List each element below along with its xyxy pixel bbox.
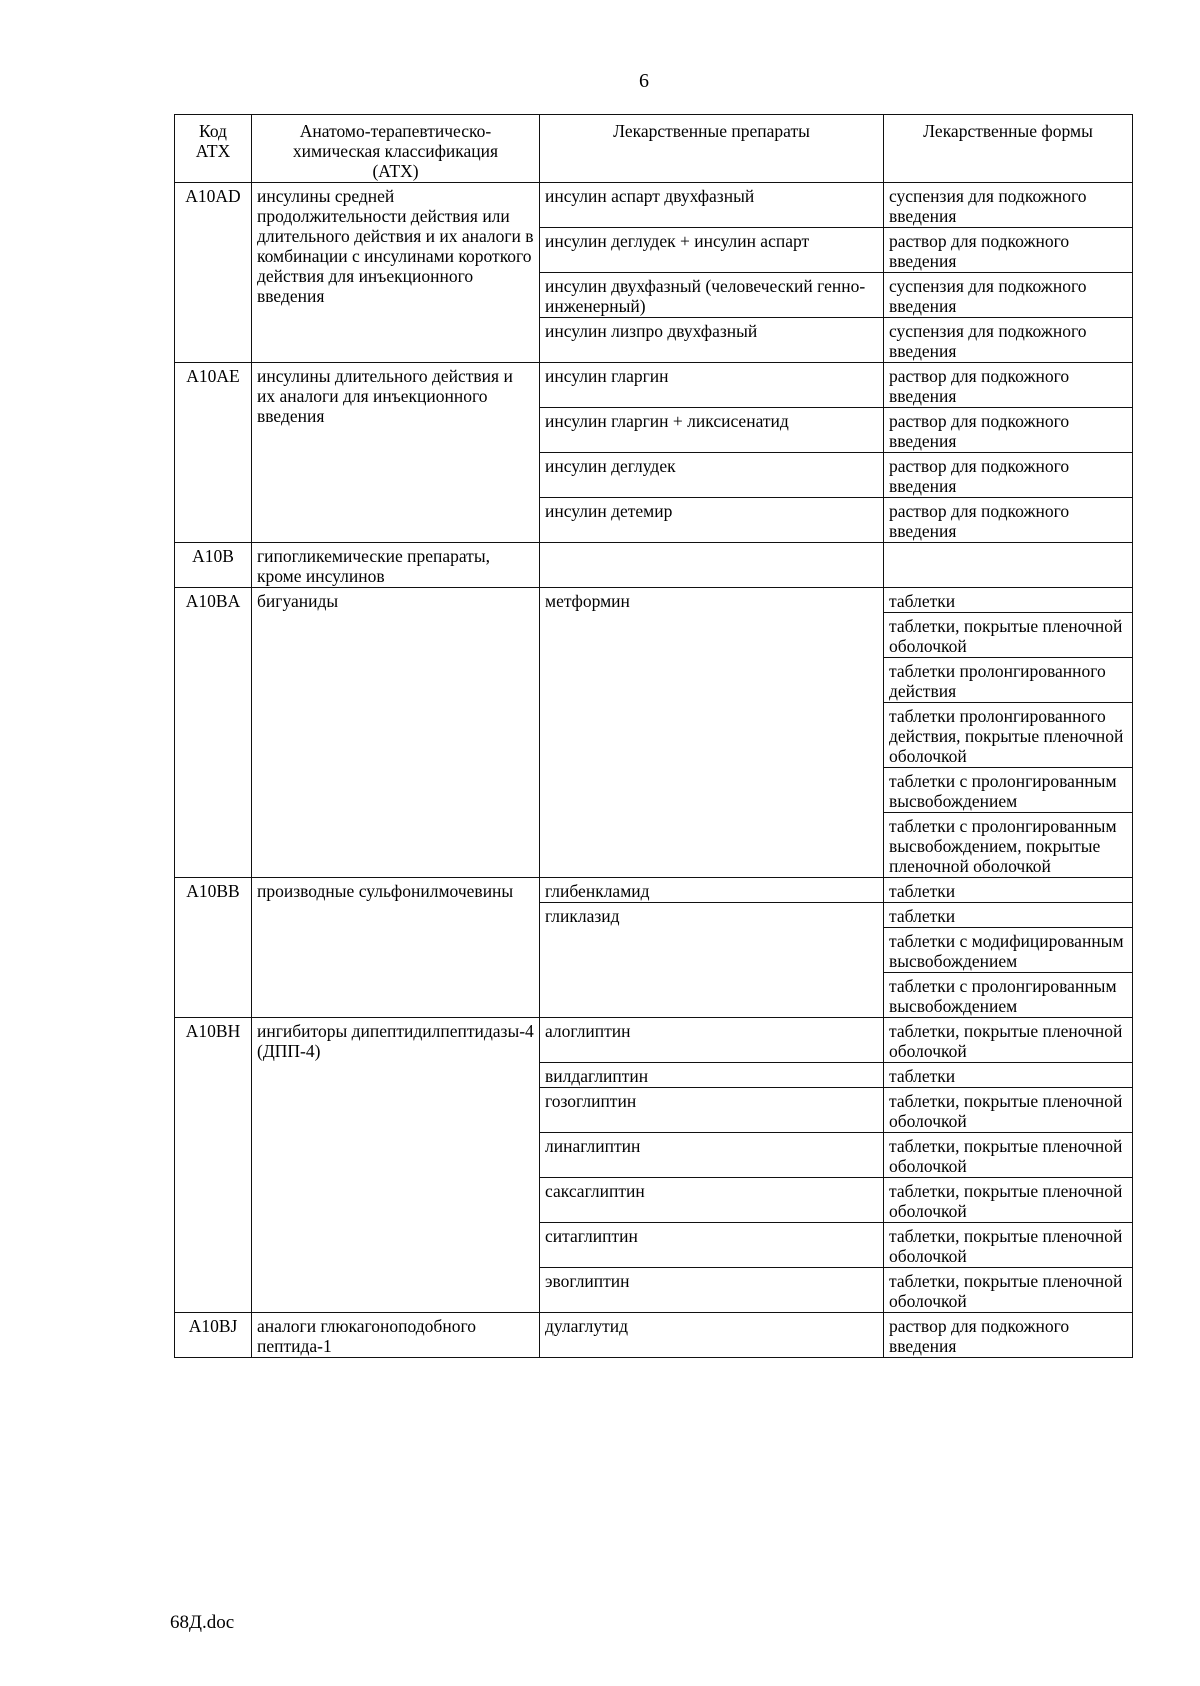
dosage-form-cell: таблетки пролонгированного действия — [884, 658, 1133, 703]
drug-cell: эвоглиптин — [540, 1268, 884, 1313]
dosage-form-cell: раствор для подкожного введения — [884, 498, 1133, 543]
drug-cell: гозоглиптин — [540, 1088, 884, 1133]
drug-cell: саксаглиптин — [540, 1178, 884, 1223]
drug-cell: вилдаглиптин — [540, 1063, 884, 1088]
classification-cell: производные сульфонилмочевины — [252, 878, 540, 1018]
dosage-form-cell: таблетки — [884, 878, 1133, 903]
drug-cell: инсулин деглудек + инсулин аспарт — [540, 228, 884, 273]
dosage-form-cell: таблетки с пролонгированным высвобождением, покрытые пленочной оболочкой — [884, 813, 1133, 878]
header-drugs: Лекарственные препараты — [540, 115, 884, 183]
drug-cell: инсулин лизпро двухфазный — [540, 318, 884, 363]
dosage-form-cell: суспензия для подкожного введения — [884, 273, 1133, 318]
atx-code-cell: A10AD — [175, 183, 252, 363]
drug-cell: инсулин гларгин + ликсисенатид — [540, 408, 884, 453]
dosage-form-cell: таблетки, покрытые пленочной оболочкой — [884, 1268, 1133, 1313]
dosage-form-cell: суспензия для подкожного введения — [884, 183, 1133, 228]
table-header-row — [175, 115, 1133, 183]
dosage-form-cell: таблетки, покрытые пленочной оболочкой — [884, 1088, 1133, 1133]
dosage-form-cell: раствор для подкожного введения — [884, 228, 1133, 273]
atx-code-cell: A10BJ — [175, 1313, 252, 1358]
dosage-form-cell: раствор для подкожного введения — [884, 1313, 1133, 1358]
atx-code-cell: A10BH — [175, 1018, 252, 1313]
header-classification: Анатомо-терапевтическо- химическая классификация (АТХ) — [252, 115, 540, 183]
dosage-form-cell: раствор для подкожного введения — [884, 453, 1133, 498]
atx-code-cell: A10B — [175, 543, 252, 588]
classification-cell: инсулины длительного действия и их аналоги для инъекционного введения — [252, 363, 540, 543]
drug-cell: метформин — [540, 588, 884, 878]
dosage-form-cell: раствор для подкожного введения — [884, 408, 1133, 453]
classification-cell: бигуаниды — [252, 588, 540, 878]
drug-cell: инсулин двухфазный (человеческий генно-инженерный) — [540, 273, 884, 318]
page-number: 6 — [639, 70, 649, 92]
drug-cell: инсулин детемир — [540, 498, 884, 543]
atx-code-cell: A10AE — [175, 363, 252, 543]
drug-cell: инсулин деглудек — [540, 453, 884, 498]
atx-code-cell: A10BB — [175, 878, 252, 1018]
classification-cell: гипогликемические препараты, кроме инсулинов — [252, 543, 540, 588]
drug-cell: инсулин аспарт двухфазный — [540, 183, 884, 228]
classification-cell: ингибиторы дипептидилпептидазы-4 (ДПП-4) — [252, 1018, 540, 1313]
drug-cell: алоглиптин — [540, 1018, 884, 1063]
drug-cell: глибенкламид — [540, 878, 884, 903]
drug-cell: дулаглутид — [540, 1313, 884, 1358]
table-row — [175, 878, 1133, 903]
table-row — [175, 183, 1133, 228]
dosage-form-cell — [884, 543, 1133, 588]
table-row — [175, 543, 1133, 588]
header-code: Код АТХ — [175, 115, 252, 183]
atx-table — [174, 114, 1133, 1358]
table-row — [175, 363, 1133, 408]
dosage-form-cell: таблетки с модифицированным высвобождением — [884, 928, 1133, 973]
dosage-form-cell: таблетки, покрытые пленочной оболочкой — [884, 1178, 1133, 1223]
drug-cell: ситаглиптин — [540, 1223, 884, 1268]
header-forms: Лекарственные формы — [884, 115, 1133, 183]
dosage-form-cell: раствор для подкожного введения — [884, 363, 1133, 408]
classification-cell: аналоги глюкагоноподобного пептида-1 — [252, 1313, 540, 1358]
atx-code-cell: A10BA — [175, 588, 252, 878]
dosage-form-cell: таблетки, покрытые пленочной оболочкой — [884, 613, 1133, 658]
classification-cell: инсулины средней продолжительности действия или длительного действия и их аналоги в комбинации с инсулинами короткого действия для инъекционного введения — [252, 183, 540, 363]
dosage-form-cell: таблетки с пролонгированным высвобождением — [884, 973, 1133, 1018]
table-row — [175, 588, 1133, 613]
footer-filename: 68Д.doc — [170, 1612, 235, 1633]
drug-cell — [540, 543, 884, 588]
dosage-form-cell: таблетки — [884, 588, 1133, 613]
drug-cell: гликлазид — [540, 903, 884, 1018]
dosage-form-cell: таблетки — [884, 1063, 1133, 1088]
drug-cell: инсулин гларгин — [540, 363, 884, 408]
dosage-form-cell: суспензия для подкожного введения — [884, 318, 1133, 363]
dosage-form-cell: таблетки, покрытые пленочной оболочкой — [884, 1223, 1133, 1268]
dosage-form-cell: таблетки, покрытые пленочной оболочкой — [884, 1018, 1133, 1063]
dosage-form-cell: таблетки, покрытые пленочной оболочкой — [884, 1133, 1133, 1178]
table-row — [175, 1313, 1133, 1358]
table-row — [175, 1018, 1133, 1063]
dosage-form-cell: таблетки — [884, 903, 1133, 928]
drug-cell: линаглиптин — [540, 1133, 884, 1178]
dosage-form-cell: таблетки пролонгированного действия, покрытые пленочной оболочкой — [884, 703, 1133, 768]
dosage-form-cell: таблетки с пролонгированным высвобождением — [884, 768, 1133, 813]
